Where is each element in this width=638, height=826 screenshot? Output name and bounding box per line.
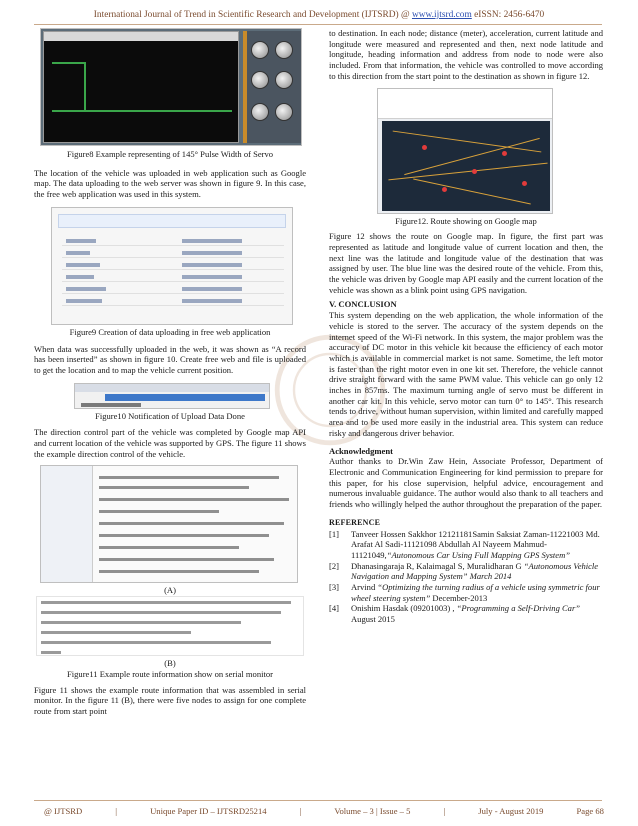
footer-sep: |	[443, 806, 446, 816]
reference-item: [3] Arvind “Optimizing the turning radius of a vehicle using symmetric four wheel steering system” December-2013	[329, 582, 600, 603]
figure9-web-upload-image	[51, 207, 293, 325]
journal-header	[0, 10, 638, 20]
figure11b-label: (B)	[164, 658, 176, 669]
footer-journal: @ IJTSRD	[44, 806, 83, 816]
footer-paper-id: Unique Paper ID – IJTSRD25214	[150, 806, 267, 816]
figure11-caption: Figure11 Example route information show on serial monitor	[67, 668, 273, 679]
left-column	[34, 28, 306, 717]
right-column	[329, 28, 603, 625]
journal-title: International Journal of Trend in Scientific Research and Development (IJTSRD) @	[93, 10, 412, 20]
figure12-caption: Figure12. Route showing on Google map	[395, 215, 537, 226]
paragraph-acknowledgment: Author thanks to Dr.Win Zaw Hein, Associate Professor, Department of Electronic and Communication Engineering for kind permission to prepare for this paper, for his close supervision, helpful advice, encouragement and numerous invaluable guidance. The author would also thank to all teachers and friends who willingly helped the author throughout the preparation of the paper.	[329, 456, 603, 510]
footer-volume: Volume – 3 | Issue – 5	[334, 806, 411, 816]
reference-item: [1] Tanveer Hossen Sakkhor 12121181Samin Saksiat Zaman-11221003 Md. Arafat Al Sadi-11121098 Abdullah Al Nayeem Mahmud-11121049,“Autonomous Car Using Full Mapping GPS System”	[329, 528, 600, 560]
figure10-caption: Figure10 Notification of Upload Data Done	[95, 410, 245, 421]
paragraph-upload: The location of the vehicle was uploaded in web application such as Google map. The data uploading to the web server was shown in figure 9. In this case, the free web application was used in this system.	[34, 167, 306, 200]
paragraph-direction-control: The direction control part of the vehicle was completed by Google map API and current location of the vehicle was supported by GPS. The figure 11 shows the example direction control of the vehicle.	[34, 427, 306, 459]
paragraph-conclusion: This system depending on the web application, the whole information of the vehicle is stored to the server. The accuracy of the system depends on the internet speed of the Wi-Fi network. In this system, the major problem was the accuracy of DC motor in this vehicle kit because the efficiency of each motor which is available in commercial market is not same. Sometime, the left motor is faster than the right motor even in one kit set. Therefore, the vehicle cannot drive straight forward with the same PWM value. This vehicle can go only 12 inches in 857ms. The maximum turning angle of servo must be different in another car kit. In this vehicle, servo motor can turn 0° to 145°. This research tends to drive, without human supervision, within limited and carefully mapped area and to be used more easily in the industrial area. This system can reduce risky and dangerous driver behavior.	[329, 310, 603, 438]
reference-item: [2] Dhanasingaraja R, Kalaimagal S, Muralidharan G “Autonomous Vehicle Navigation and Mapping System” March 2014	[329, 560, 599, 582]
figure10-browser-notification-image	[74, 383, 270, 409]
header-rule	[34, 24, 602, 25]
journal-site-link[interactable]: www.ijtsrd.com	[411, 10, 472, 20]
footer-rule	[34, 800, 602, 801]
reference-item: [4] Onishim Hasdak (09201003) , “Programming a Self-Driving Car” August 2015	[329, 603, 581, 625]
footer-date: July - August 2019	[478, 806, 544, 816]
map-area	[382, 121, 550, 211]
figure11b-serial-output-image	[36, 596, 304, 656]
footer-page: Page 68	[576, 806, 604, 816]
section-heading-conclusion: V. CONCLUSION	[329, 299, 397, 310]
footer-sep: |	[299, 806, 302, 816]
figure12-google-map-image	[377, 88, 553, 214]
page-footer	[44, 806, 604, 816]
figure11a-label: (A)	[164, 585, 176, 596]
figure8-oscilloscope-image	[40, 28, 302, 146]
paragraph-nodes: to destination. In each node; distance (meter), acceleration, current latitude and longitude were measured and represented and then, next node latitude and longitude, heading information and address from node to node were also included. From that information, the vehicle was controlled to move according to this direction from the start point to the destination as shown in figure 12.	[329, 28, 603, 81]
journal-eissn: eISSN: 2456-6470	[471, 10, 545, 20]
figure8-caption: Figure8 Example representing of 145° Pulse Width of Servo	[66, 149, 274, 159]
paragraph-map-route: Figure 12 shows the route on Google map. In figure, the first part was represented as latitude and longitude value of current location and then, the next line was the latitude and longitude value of the destination that was assigned by user. The blue line was the desired route of the vehicle. From this, the vehicle was driven by Google map API easily and the current location of the vehicle was shown as a blink point using GPS navigation.	[329, 231, 603, 295]
section-heading-acknowledgment: Acknowledgment	[329, 445, 393, 456]
footer-sep: |	[115, 806, 118, 816]
oscilloscope-screen	[43, 31, 239, 143]
figure9-caption: Figure9 Creation of data uploading in free web application	[69, 326, 271, 337]
paragraph-record-inserted: When data was successfully uploaded in the web, it was shown as “A record has been inserted” as shown in figure 10. Create free web and file is uploaded to get the location and to map the vehicle current position.	[34, 343, 306, 375]
figure11a-serial-monitor-image	[40, 465, 298, 583]
section-heading-reference: REFERENCE	[329, 517, 381, 527]
oscilloscope-knobs	[243, 31, 301, 143]
paragraph-route-info: Figure 11 shows the example route information that was assembled in serial monitor. In the figure 11 (B), there were five nodes to assign for one complete route from start point	[34, 684, 306, 716]
